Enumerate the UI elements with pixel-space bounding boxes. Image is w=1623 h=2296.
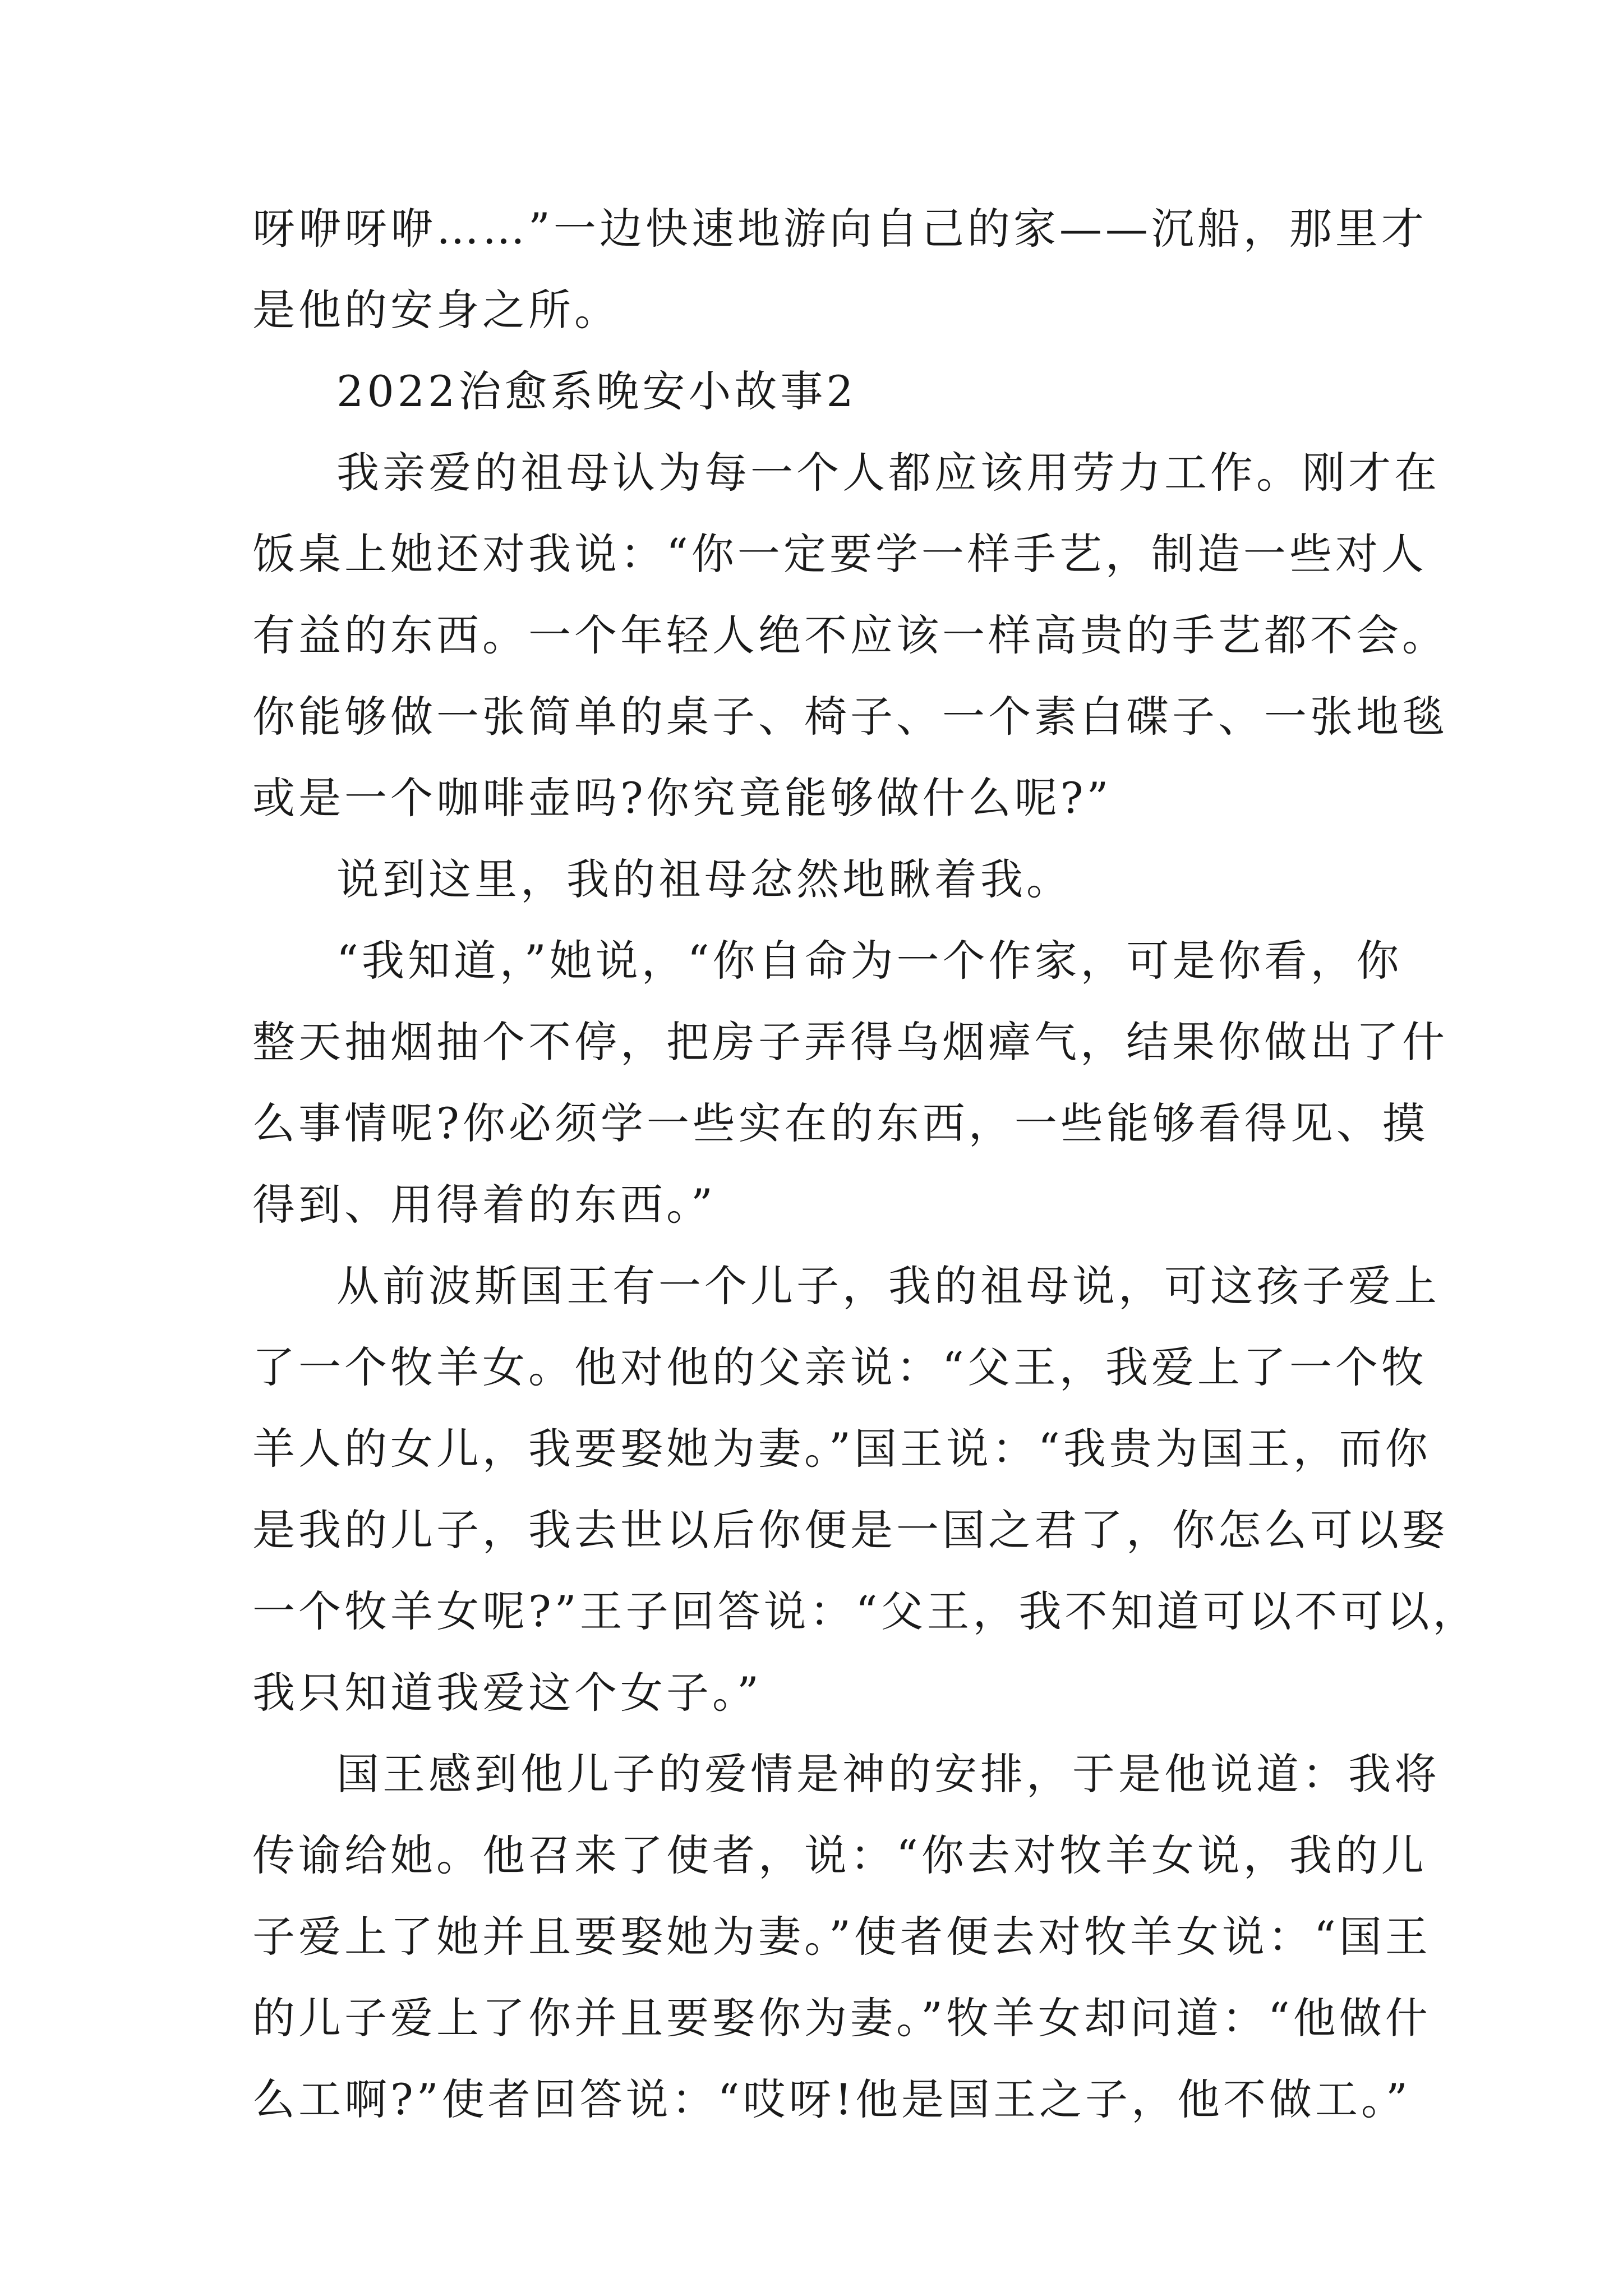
text-line: 么事情呢?你必须学一些实在的东西，一些能够看得见、摸: [252, 1098, 1428, 1148]
text-line: 饭桌上她还对我说：“你一定要学一样手艺，制造一些对人: [252, 529, 1427, 579]
text-line: 有益的东西。一个年轻人绝不应该一样高贵的手艺都不会。: [252, 610, 1448, 660]
text-line: 是他的安身之所。: [252, 285, 620, 335]
text-line: “我知道，”她说，“你自命为一个作家，可是你看，你: [336, 936, 1403, 986]
text-line: 从前波斯国王有一个儿子，我的祖母说，可这孩子爱上: [336, 1261, 1440, 1311]
text-line: 国王感到他儿子的爱情是神的安排，于是他说道：我将: [336, 1749, 1440, 1799]
text-line: 说到这里，我的祖母忿然地瞅着我。: [336, 854, 1072, 904]
text-line: 是我的儿子，我去世以后你便是一国之君了，你怎么可以娶: [252, 1505, 1448, 1555]
text-line: 羊人的女儿，我要娶她为妻。”国王说：“我贵为国王，而你: [252, 1424, 1431, 1474]
text-line: 的儿子爱上了你并且要娶你为妻。”牧羊女却问道：“他做什: [252, 1993, 1431, 2043]
text-line: 传谕给她。他召来了使者，说：“你去对牧羊女说，我的儿: [252, 1830, 1427, 1880]
text-line: 你能够做一张简单的桌子、椅子、一个素白碟子、一张地毯: [252, 692, 1448, 742]
text-line: 呀咿呀咿……”一边快速地游向自己的家——沉船，那里才: [252, 204, 1427, 254]
text-line: 得到、用得着的东西。”: [252, 1180, 716, 1230]
text-line: 我只知道我爱这个女子。”: [252, 1668, 762, 1718]
text-line: 子爱上了她并且要娶她为妻。”使者便去对牧羊女说：“国王: [252, 1912, 1431, 1962]
text-line: 了一个牧羊女。他对他的父亲说：“父王，我爱上了一个牧: [252, 1342, 1427, 1392]
text-line: 一个牧羊女呢?”王子回答说：“父王，我不知道可以不可以，: [252, 1586, 1479, 1636]
section-heading: 2022治愈系晚安小故事2: [336, 366, 857, 416]
text-line: 或是一个咖啡壶吗?你究竟能够做什么呢?”: [252, 773, 1112, 823]
text-line: 我亲爱的祖母认为每一个人都应该用劳力工作。刚才在: [336, 448, 1440, 498]
text-line: 么工啊?”使者回答说：“哎呀!他是国王之子，他不做工。”: [252, 2074, 1411, 2124]
text-line: 整天抽烟抽个不停，把房子弄得乌烟瘴气，结果你做出了什: [252, 1017, 1448, 1067]
